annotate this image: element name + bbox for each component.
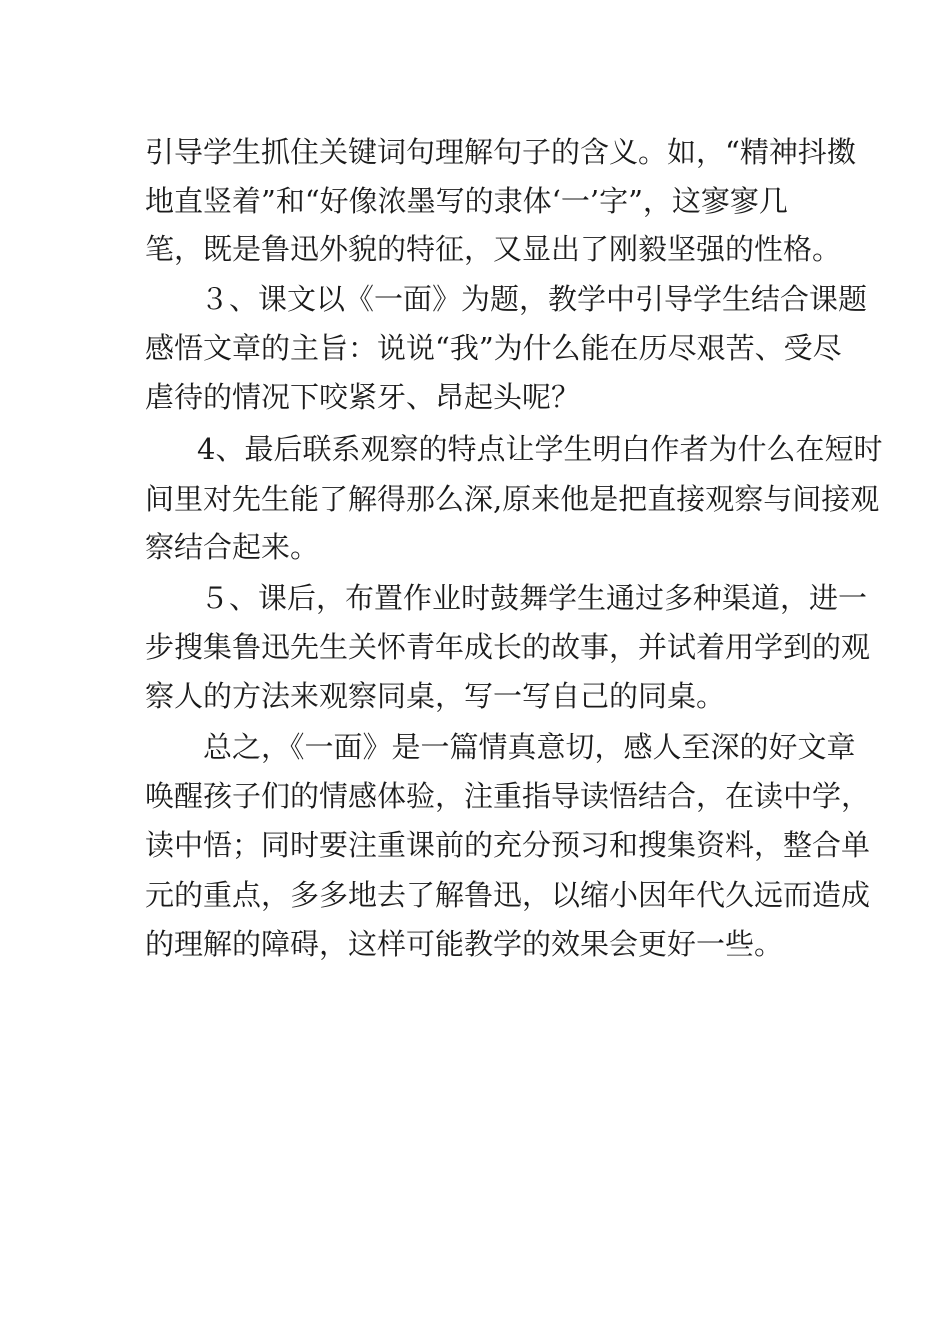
paragraph-5-line-1: 总之，《一面》是一篇情真意切，感人至深的好文章 xyxy=(203,730,856,764)
paragraph-2-line-3: 虐待的情况下咬紧牙、昂起头呢？ xyxy=(145,380,581,414)
paragraph-2-line-1: ３、课文以《一面》为题，教学中引导学生结合课题 xyxy=(200,282,868,316)
paragraph-3-line-3: 察结合起来。 xyxy=(145,530,320,564)
paragraph-2-line-2: 感悟文章的主旨：说说“我”为什么能在历尽艰苦、受尽 xyxy=(145,331,842,365)
paragraph-3-line-1: 4、最后联系观察的特点让学生明白作者为什么在短时 xyxy=(197,432,883,466)
paragraph-5-line-4: 元的重点，多多地去了解鲁迅，以缩小因年代久远而造成 xyxy=(145,878,871,912)
paragraph-4-line-3: 察人的方法来观察同桌，写一写自己的同桌。 xyxy=(145,679,726,713)
paragraph-1-line-3: 笔，既是鲁迅外貌的特征，又显出了刚毅坚强的性格。 xyxy=(145,232,842,266)
paragraph-4-line-1: ５、课后，布置作业时鼓舞学生通过多种渠道，进一 xyxy=(200,581,868,615)
paragraph-4-line-2: 步搜集鲁迅先生关怀青年成长的故事，并试着用学到的观 xyxy=(145,630,871,664)
paragraph-1-line-2: 地直竖着”和“好像浓墨写的隶体‘一’字”，这寥寥几 xyxy=(145,184,788,218)
paragraph-5-line-5: 的理解的障碍，这样可能教学的效果会更好一些。 xyxy=(145,927,784,961)
paragraph-3-line-2: 间里对先生能了解得那么深,原来他是把直接观察与间接观 xyxy=(145,482,880,516)
paragraph-5-line-3: 读中悟；同时要注重课前的充分预习和搜集资料，整合单 xyxy=(145,828,871,862)
paragraph-5-line-2: 唤醒孩子们的情感体验，注重指导读悟结合，在读中学， xyxy=(145,779,871,813)
paragraph-1-line-1: 引导学生抓住关键词句理解句子的含义。如，“精神抖擞 xyxy=(145,135,856,169)
